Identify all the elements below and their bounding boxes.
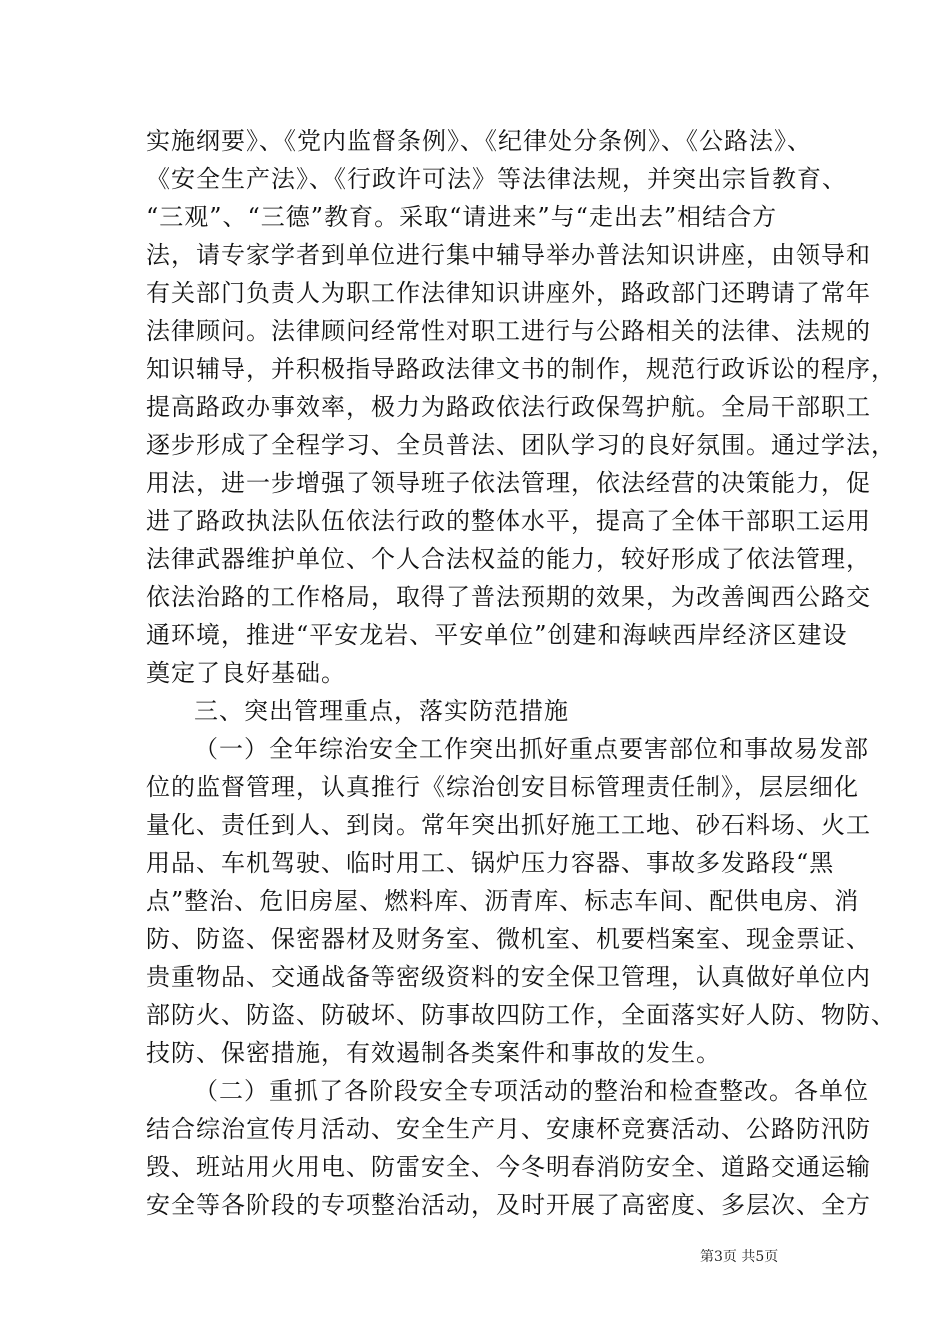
text-line: 逐步形成了全程学习、全员普法、团队学习的良好氛围。通过学法， xyxy=(146,431,896,459)
section-heading: 三、突出管理重点，落实防范措施 xyxy=(194,697,569,725)
text-line: 技防、保密措施，有效遏制各类案件和事故的发生。 xyxy=(146,1039,721,1067)
text-line: “三观”、“三德”教育。采取“请进来”与“走出去”相结合方 xyxy=(146,203,778,231)
text-line: 点”整治、危旧房屋、燃料库、沥青库、标志车间、配供电房、消 xyxy=(146,887,860,915)
text-line: 安全等各阶段的专项整治活动，及时开展了高密度、多层次、全方 xyxy=(146,1191,871,1219)
text-line: 法律武器维护单位、个人合法权益的能力，较好形成了依法管理， xyxy=(146,545,871,573)
text-line: 实施纲要》、《党内监督条例》、《纪律处分条例》、《公路法》、 xyxy=(146,127,812,155)
text-line: 奠定了良好基础。 xyxy=(146,659,346,687)
text-line: 位的监督管理，认真推行《综治创安目标管理责任制》，层层细化 xyxy=(146,773,859,801)
text-line: （二）重抓了各阶段安全专项活动的整治和检查整改。各单位 xyxy=(194,1077,869,1105)
text-line: 知识辅导，并积极指导路政法律文书的制作，规范行政诉讼的程序， xyxy=(146,355,896,383)
text-line: 用品、车机驾驶、临时用工、锅炉压力容器、事故多发路段“黑 xyxy=(146,849,835,877)
text-line: 法律顾问。法律顾问经常性对职工进行与公路相关的法律、法规的 xyxy=(146,317,871,345)
text-line: 法，请专家学者到单位进行集中辅导举办普法知识讲座，由领导和 xyxy=(146,241,871,269)
text-line: 通环境，推进“平安龙岩、平安单位”创建和海峡西岸经济区建设 xyxy=(146,621,848,649)
text-line: 用法，进一步增强了领导班子依法管理，依法经营的决策能力，促 xyxy=(146,469,871,497)
text-line: 有关部门负责人为职工作法律知识讲座外，路政部门还聘请了常年 xyxy=(146,279,871,307)
text-line: 防、防盗、保密器材及财务室、微机室、机要档案室、现金票证、 xyxy=(146,925,871,953)
text-line: 量化、责任到人、到岗。常年突出抓好施工工地、砂石料场、火工 xyxy=(146,811,871,839)
text-line: 提高路政办事效率，极力为路政依法行政保驾护航。全局干部职工 xyxy=(146,393,871,421)
text-line: 毁、班站用火用电、防雷安全、今冬明春消防安全、道路交通运输 xyxy=(146,1153,871,1181)
text-line: 进了路政执法队伍依法行政的整体水平，提高了全体干部职工运用 xyxy=(146,507,871,535)
page-number: 第3页 共5页 xyxy=(700,1249,779,1265)
text-line: 依法治路的工作格局，取得了普法预期的效果，为改善闽西公路交 xyxy=(146,583,871,611)
text-line: 部防火、防盗、防破坏、防事故四防工作，全面落实好人防、物防、 xyxy=(146,1001,896,1029)
text-line: （一）全年综治安全工作突出抓好重点要害部位和事故易发部 xyxy=(194,735,869,763)
text-line: 《安全生产法》、《行政许可法》等法律法规，并突出宗旨教育、 xyxy=(146,165,847,193)
text-line: 贵重物品、交通战备等密级资料的安全保卫管理，认真做好单位内 xyxy=(146,963,871,991)
text-line: 结合综治宣传月活动、安全生产月、安康杯竞赛活动、公路防汛防 xyxy=(146,1115,871,1143)
